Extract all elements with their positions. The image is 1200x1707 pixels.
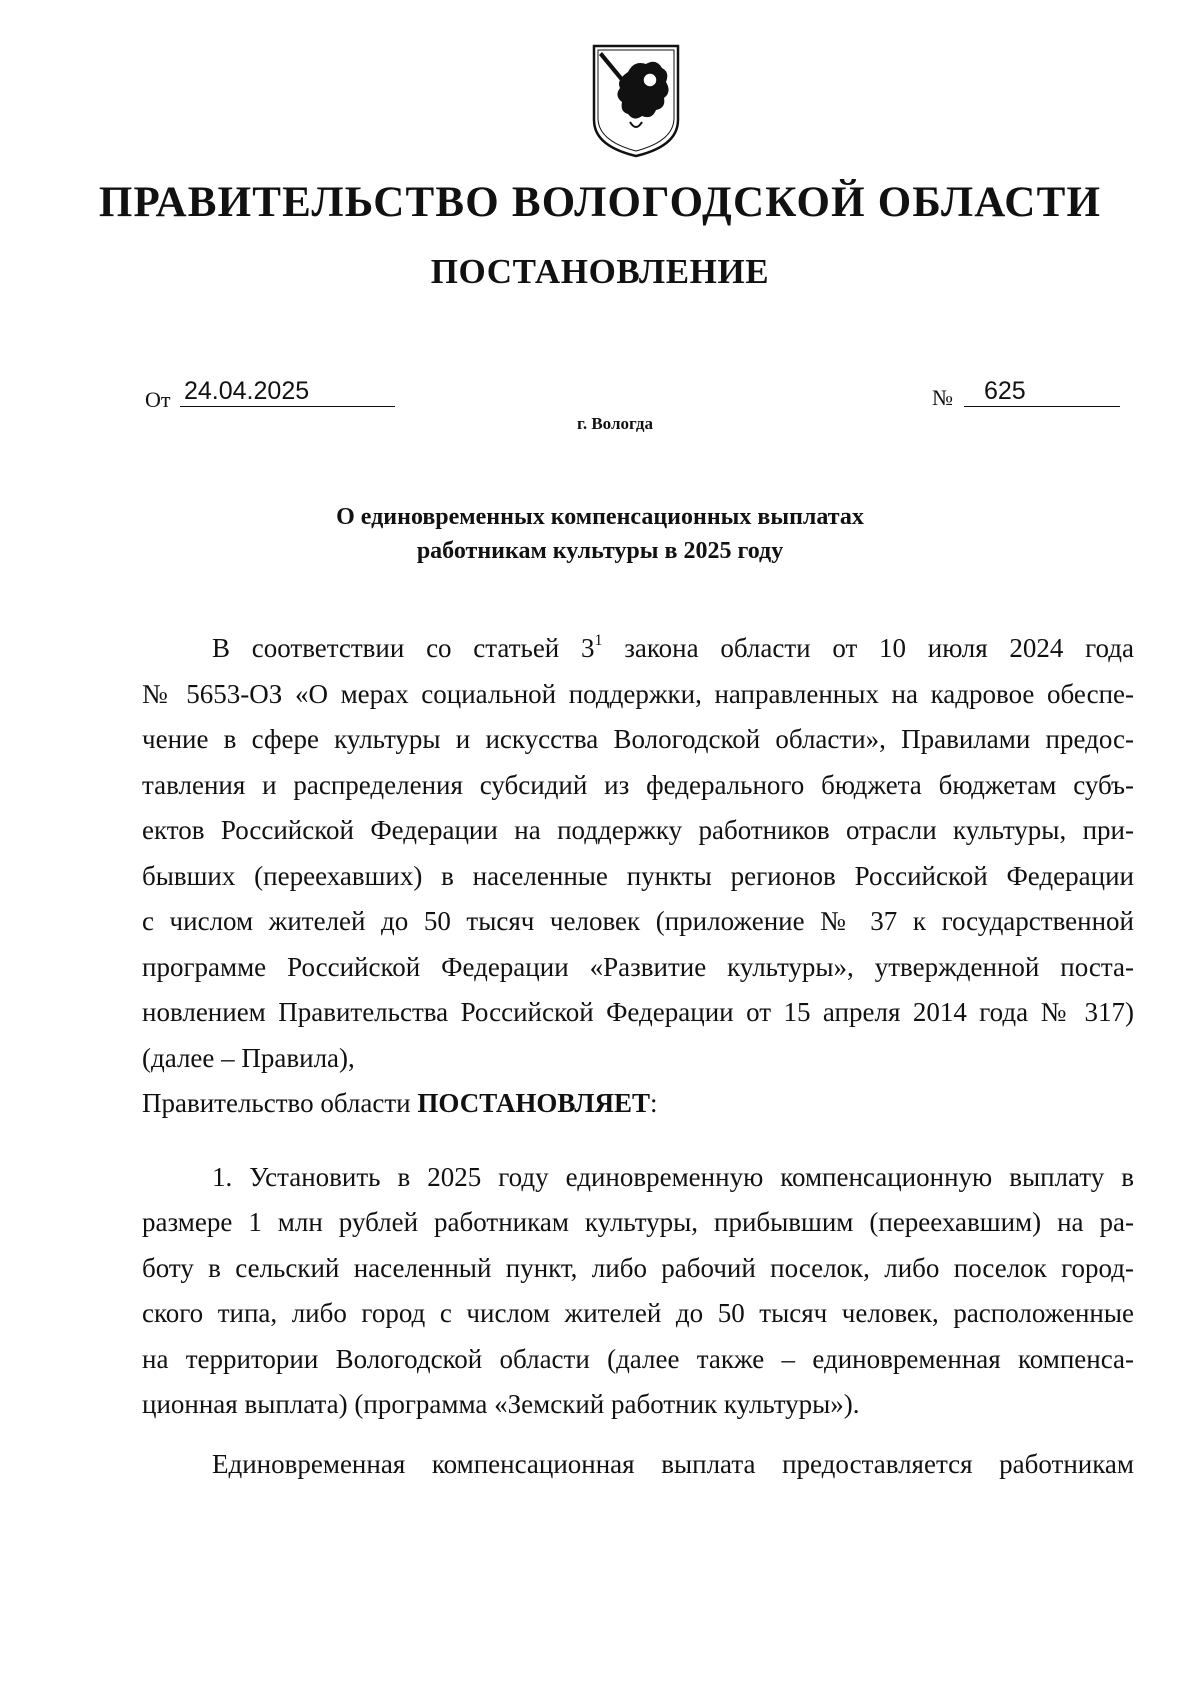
resolution-line: Правительство области ПОСТАНОВЛЯЕТ: bbox=[142, 1088, 658, 1118]
number-value: 625 bbox=[964, 376, 1120, 407]
item-1-continuation bbox=[142, 1442, 1134, 1488]
text-line: боту в сельский населенный пункт, либо рабочий поселок, либо поселок город- bbox=[142, 1252, 1134, 1283]
document-type: ПОСТАНОВЛЕНИЕ bbox=[430, 252, 770, 291]
spacer bbox=[142, 1428, 1134, 1442]
superscript: 1 bbox=[594, 632, 603, 649]
vologda-coat-of-arms-icon bbox=[590, 42, 682, 160]
text-line: ционная выплата) (программа «Земский работник культуры»). bbox=[142, 1389, 860, 1419]
government-title: ПРАВИТЕЛЬСТВО ВОЛОГОДСКОЙ ОБЛАСТИ bbox=[98, 179, 1102, 226]
date-label: От bbox=[145, 387, 171, 412]
text-line: тавления и распределения субсидий из федерального бюджета бюджетам субъ- bbox=[142, 769, 1134, 800]
text-line: № 5653-ОЗ «О мерах социальной поддержки, направленных на кадровое обеспе- bbox=[142, 678, 1134, 709]
text-line: бывших (переехавших) в населенные пункты регионов Российской Федерации bbox=[142, 860, 1134, 891]
resolution-keyword: ПОСТАНОВЛЯЕТ bbox=[417, 1088, 650, 1118]
text-line: программе Российской Федерации «Развитие культуры», утвержденной поста- bbox=[142, 951, 1134, 982]
subject-line: О единовременных компенсационных выплатах bbox=[336, 504, 864, 530]
document-body bbox=[142, 626, 1134, 1487]
text-line: В соответствии со статьей $3^1$ закона области от 10 июля 2024 года bbox=[212, 632, 1134, 663]
preamble-paragraph bbox=[142, 626, 1134, 1081]
document-subject bbox=[0, 500, 1200, 568]
text-line: 1. Установить в 2025 году единовременную компенсационную выплату в bbox=[212, 1161, 1134, 1192]
text-line: Единовременная компенсационная выплата предоставляется работникам bbox=[212, 1448, 1134, 1479]
text-line: ектов Российской Федерации на поддержку работников отрасли культуры, при- bbox=[142, 815, 1134, 845]
text-line: с числом жителей до 50 тысяч человек (приложение № 37 к государственной bbox=[142, 906, 1134, 936]
spacer bbox=[142, 1127, 1134, 1155]
text-line: новлением Правительства Российской Федерации от 15 апреля 2014 года № 317) bbox=[142, 997, 1134, 1027]
text-line: размере 1 млн рублей работникам культуры, прибывшим (переехавшим) на ра- bbox=[142, 1207, 1134, 1237]
item-1-paragraph bbox=[142, 1155, 1134, 1428]
number-label: № bbox=[932, 385, 953, 410]
date-value: 24.04.2025 bbox=[180, 376, 395, 407]
text-line: ского типа, либо город с числом жителей до 50 тысяч человек, расположенные bbox=[142, 1298, 1134, 1328]
text-line: (далее – Правила), bbox=[142, 1042, 355, 1073]
city: г. Вологда bbox=[577, 414, 653, 433]
subject-line: работникам культуры в 2025 году bbox=[416, 538, 784, 564]
text-line: чение в сфере культуры и искусства Вологодской области», Правилами предос- bbox=[142, 724, 1134, 754]
text-line: на территории Вологодской области (далее также – единовременная компенса- bbox=[142, 1343, 1134, 1374]
